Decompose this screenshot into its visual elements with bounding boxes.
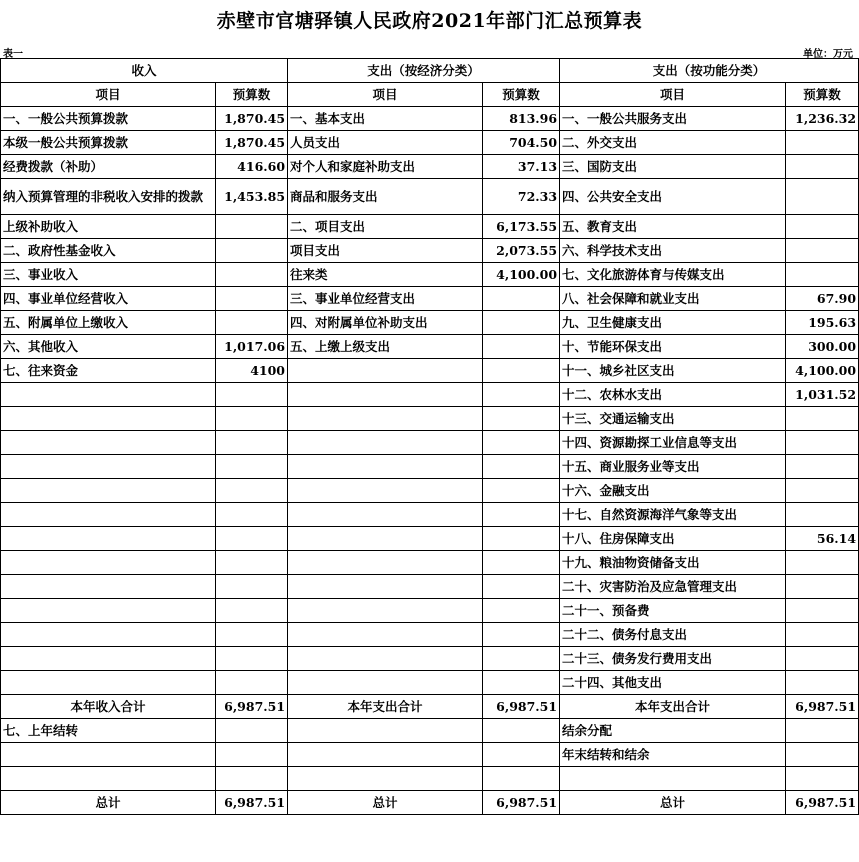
income-item: 一、一般公共预算拨款 — [1, 107, 216, 131]
func-amount — [786, 239, 859, 263]
func-item: 七、文化旅游体育与传媒支出 — [560, 263, 786, 287]
econ-amount: 813.96 — [483, 107, 560, 131]
econ-item: 三、事业单位经营支出 — [288, 287, 483, 311]
func-amount — [786, 215, 859, 239]
func-amount — [786, 263, 859, 287]
econ-total-label: 本年支出合计 — [288, 695, 483, 719]
income-amount — [216, 263, 288, 287]
econ-amount: 72.33 — [483, 179, 560, 215]
func-amount — [786, 503, 859, 527]
func-amount — [786, 743, 859, 767]
econ-amount — [483, 623, 560, 647]
econ-item: 一、基本支出 — [288, 107, 483, 131]
annual-total-row — [1, 695, 859, 719]
func-item: 三、国防支出 — [560, 155, 786, 179]
econ-amount — [483, 551, 560, 575]
income-item — [1, 551, 216, 575]
income-amount — [216, 767, 288, 791]
income-amount — [216, 623, 288, 647]
col-header-func-amount: 预算数 — [786, 83, 859, 107]
func-item: 二十三、债务发行费用支出 — [560, 647, 786, 671]
section-income: 收入 — [1, 59, 288, 83]
table-row — [1, 311, 859, 335]
econ-item: 项目支出 — [288, 239, 483, 263]
func-item: 六、科学技术支出 — [560, 239, 786, 263]
col-header-econ-item: 项目 — [288, 83, 483, 107]
grand-total-row — [1, 791, 859, 815]
income-amount — [216, 599, 288, 623]
econ-item: 四、对附属单位补助支出 — [288, 311, 483, 335]
func-item: 十三、交通运输支出 — [560, 407, 786, 431]
func-item: 十九、粮油物资储备支出 — [560, 551, 786, 575]
econ-total-amount: 6,987.51 — [483, 695, 560, 719]
table-row — [1, 335, 859, 359]
econ-amount — [483, 743, 560, 767]
econ-item — [288, 719, 483, 743]
econ-item — [288, 623, 483, 647]
func-item: 一、一般公共服务支出 — [560, 107, 786, 131]
func-item: 十七、自然资源海洋气象等支出 — [560, 503, 786, 527]
econ-item: 五、上缴上级支出 — [288, 335, 483, 359]
econ-item — [288, 767, 483, 791]
func-item: 十二、农林水支出 — [560, 383, 786, 407]
func-total-label: 本年支出合计 — [560, 695, 786, 719]
func-amount: 56.14 — [786, 527, 859, 551]
func-amount — [786, 575, 859, 599]
econ-item — [288, 479, 483, 503]
income-grand-label: 总计 — [1, 791, 216, 815]
income-amount — [216, 671, 288, 695]
table-row — [1, 359, 859, 383]
func-item — [560, 767, 786, 791]
column-header-row — [1, 83, 859, 107]
income-item — [1, 527, 216, 551]
income-amount — [216, 503, 288, 527]
income-item: 七、往来资金 — [1, 359, 216, 383]
income-amount — [216, 311, 288, 335]
income-total-amount: 6,987.51 — [216, 695, 288, 719]
econ-amount — [483, 455, 560, 479]
func-amount — [786, 671, 859, 695]
income-amount: 1,453.85 — [216, 179, 288, 215]
func-amount — [786, 407, 859, 431]
income-amount: 1,017.06 — [216, 335, 288, 359]
func-amount — [786, 455, 859, 479]
income-amount: 416.60 — [216, 155, 288, 179]
econ-item — [288, 575, 483, 599]
econ-item: 人员支出 — [288, 131, 483, 155]
section-header-row — [1, 59, 859, 83]
func-amount: 67.90 — [786, 287, 859, 311]
income-amount: 1,870.45 — [216, 131, 288, 155]
econ-amount — [483, 503, 560, 527]
econ-item — [288, 407, 483, 431]
income-item: 三、事业收入 — [1, 263, 216, 287]
income-item — [1, 407, 216, 431]
income-item: 七、上年结转 — [1, 719, 216, 743]
func-item: 五、教育支出 — [560, 215, 786, 239]
econ-amount — [483, 287, 560, 311]
income-item: 二、政府性基金收入 — [1, 239, 216, 263]
func-item: 十五、商业服务业等支出 — [560, 455, 786, 479]
func-grand-label: 总计 — [560, 791, 786, 815]
econ-item: 商品和服务支出 — [288, 179, 483, 215]
econ-item — [288, 503, 483, 527]
func-item: 九、卫生健康支出 — [560, 311, 786, 335]
table-row — [1, 671, 859, 695]
func-amount — [786, 131, 859, 155]
func-amount — [786, 479, 859, 503]
econ-amount — [483, 719, 560, 743]
func-amount — [786, 431, 859, 455]
func-item: 十六、金融支出 — [560, 479, 786, 503]
func-amount: 1,031.52 — [786, 383, 859, 407]
income-item — [1, 599, 216, 623]
table-row — [1, 527, 859, 551]
econ-amount: 6,173.55 — [483, 215, 560, 239]
carry-row — [1, 743, 859, 767]
econ-item — [288, 599, 483, 623]
carry-row — [1, 767, 859, 791]
econ-amount — [483, 311, 560, 335]
income-item — [1, 767, 216, 791]
income-item — [1, 479, 216, 503]
income-item: 上级补助收入 — [1, 215, 216, 239]
table-row — [1, 287, 859, 311]
income-amount — [216, 431, 288, 455]
table-row — [1, 599, 859, 623]
table-row — [1, 479, 859, 503]
table-row — [1, 239, 859, 263]
income-amount — [216, 383, 288, 407]
table-row — [1, 407, 859, 431]
func-item: 二、外交支出 — [560, 131, 786, 155]
income-amount — [216, 455, 288, 479]
income-item — [1, 623, 216, 647]
page-title: 赤壁市官塘驿镇人民政府2021年部门汇总预算表 — [216, 10, 643, 32]
income-item — [1, 671, 216, 695]
income-item — [1, 383, 216, 407]
econ-item — [288, 647, 483, 671]
econ-amount: 37.13 — [483, 155, 560, 179]
econ-grand-amount: 6,987.51 — [483, 791, 560, 815]
func-total-amount: 6,987.51 — [786, 695, 859, 719]
table-row — [1, 623, 859, 647]
col-header-func-item: 项目 — [560, 83, 786, 107]
func-amount — [786, 623, 859, 647]
func-item: 结余分配 — [560, 719, 786, 743]
econ-item — [288, 359, 483, 383]
func-item: 十八、住房保障支出 — [560, 527, 786, 551]
func-item: 四、公共安全支出 — [560, 179, 786, 215]
econ-amount — [483, 671, 560, 695]
func-item: 十、节能环保支出 — [560, 335, 786, 359]
income-total-label: 本年收入合计 — [1, 695, 216, 719]
econ-amount — [483, 407, 560, 431]
econ-item — [288, 455, 483, 479]
table-row — [1, 575, 859, 599]
func-grand-amount: 6,987.51 — [786, 791, 859, 815]
econ-grand-label: 总计 — [288, 791, 483, 815]
section-expense-econ: 支出（按经济分类） — [288, 59, 560, 83]
income-amount — [216, 575, 288, 599]
income-amount — [216, 551, 288, 575]
econ-item — [288, 383, 483, 407]
econ-item — [288, 743, 483, 767]
table-row — [1, 647, 859, 671]
income-item: 本级一般公共预算拨款 — [1, 131, 216, 155]
income-item: 四、事业单位经营收入 — [1, 287, 216, 311]
func-amount — [786, 767, 859, 791]
econ-item — [288, 551, 483, 575]
table-row — [1, 551, 859, 575]
econ-item — [288, 671, 483, 695]
income-amount: 1,870.45 — [216, 107, 288, 131]
income-amount — [216, 239, 288, 263]
table-row — [1, 155, 859, 179]
income-amount — [216, 719, 288, 743]
econ-amount — [483, 767, 560, 791]
table-row — [1, 179, 859, 215]
table-row — [1, 263, 859, 287]
income-amount — [216, 527, 288, 551]
econ-amount: 2,073.55 — [483, 239, 560, 263]
func-item: 二十四、其他支出 — [560, 671, 786, 695]
carry-row — [1, 719, 859, 743]
income-item — [1, 743, 216, 767]
income-amount — [216, 407, 288, 431]
func-amount — [786, 155, 859, 179]
econ-item — [288, 431, 483, 455]
income-item: 经费拨款（补助） — [1, 155, 216, 179]
table-number: 表一 — [3, 49, 23, 60]
econ-amount: 4,100.00 — [483, 263, 560, 287]
func-item: 八、社会保障和就业支出 — [560, 287, 786, 311]
income-amount — [216, 215, 288, 239]
income-item — [1, 575, 216, 599]
func-amount — [786, 719, 859, 743]
table-row — [1, 107, 859, 131]
income-item — [1, 503, 216, 527]
income-amount — [216, 743, 288, 767]
func-item: 二十二、债务付息支出 — [560, 623, 786, 647]
func-amount: 300.00 — [786, 335, 859, 359]
func-amount — [786, 599, 859, 623]
econ-item: 往来类 — [288, 263, 483, 287]
func-item: 十四、资源勘探工业信息等支出 — [560, 431, 786, 455]
col-header-econ-amount: 预算数 — [483, 83, 560, 107]
income-amount — [216, 287, 288, 311]
table-row — [1, 455, 859, 479]
func-amount — [786, 551, 859, 575]
table-row — [1, 383, 859, 407]
income-item — [1, 431, 216, 455]
table-row — [1, 131, 859, 155]
econ-item — [288, 527, 483, 551]
section-expense-func: 支出（按功能分类） — [560, 59, 859, 83]
income-item — [1, 647, 216, 671]
income-item: 纳入预算管理的非税收入安排的拨款 — [1, 179, 216, 215]
income-amount: 4100 — [216, 359, 288, 383]
econ-amount — [483, 479, 560, 503]
econ-amount — [483, 431, 560, 455]
func-amount: 1,236.32 — [786, 107, 859, 131]
econ-item: 二、项目支出 — [288, 215, 483, 239]
econ-amount — [483, 383, 560, 407]
col-header-income-amount: 预算数 — [216, 83, 288, 107]
income-grand-amount: 6,987.51 — [216, 791, 288, 815]
func-amount — [786, 179, 859, 215]
budget-table — [0, 58, 859, 815]
func-item: 二十一、预备费 — [560, 599, 786, 623]
econ-amount — [483, 335, 560, 359]
econ-amount — [483, 647, 560, 671]
econ-item: 对个人和家庭补助支出 — [288, 155, 483, 179]
func-amount: 4,100.00 — [786, 359, 859, 383]
income-amount — [216, 647, 288, 671]
table-row — [1, 503, 859, 527]
col-header-income-item: 项目 — [1, 83, 216, 107]
unit-label: 单位：万元 — [803, 49, 853, 60]
econ-amount — [483, 599, 560, 623]
income-amount — [216, 479, 288, 503]
table-row — [1, 215, 859, 239]
econ-amount — [483, 575, 560, 599]
func-item: 二十、灾害防治及应急管理支出 — [560, 575, 786, 599]
func-item: 十一、城乡社区支出 — [560, 359, 786, 383]
income-item — [1, 455, 216, 479]
income-item: 五、附属单位上缴收入 — [1, 311, 216, 335]
econ-amount — [483, 527, 560, 551]
func-amount — [786, 647, 859, 671]
func-item: 年末结转和结余 — [560, 743, 786, 767]
table-row — [1, 431, 859, 455]
func-amount: 195.63 — [786, 311, 859, 335]
econ-amount: 704.50 — [483, 131, 560, 155]
econ-amount — [483, 359, 560, 383]
income-item: 六、其他收入 — [1, 335, 216, 359]
